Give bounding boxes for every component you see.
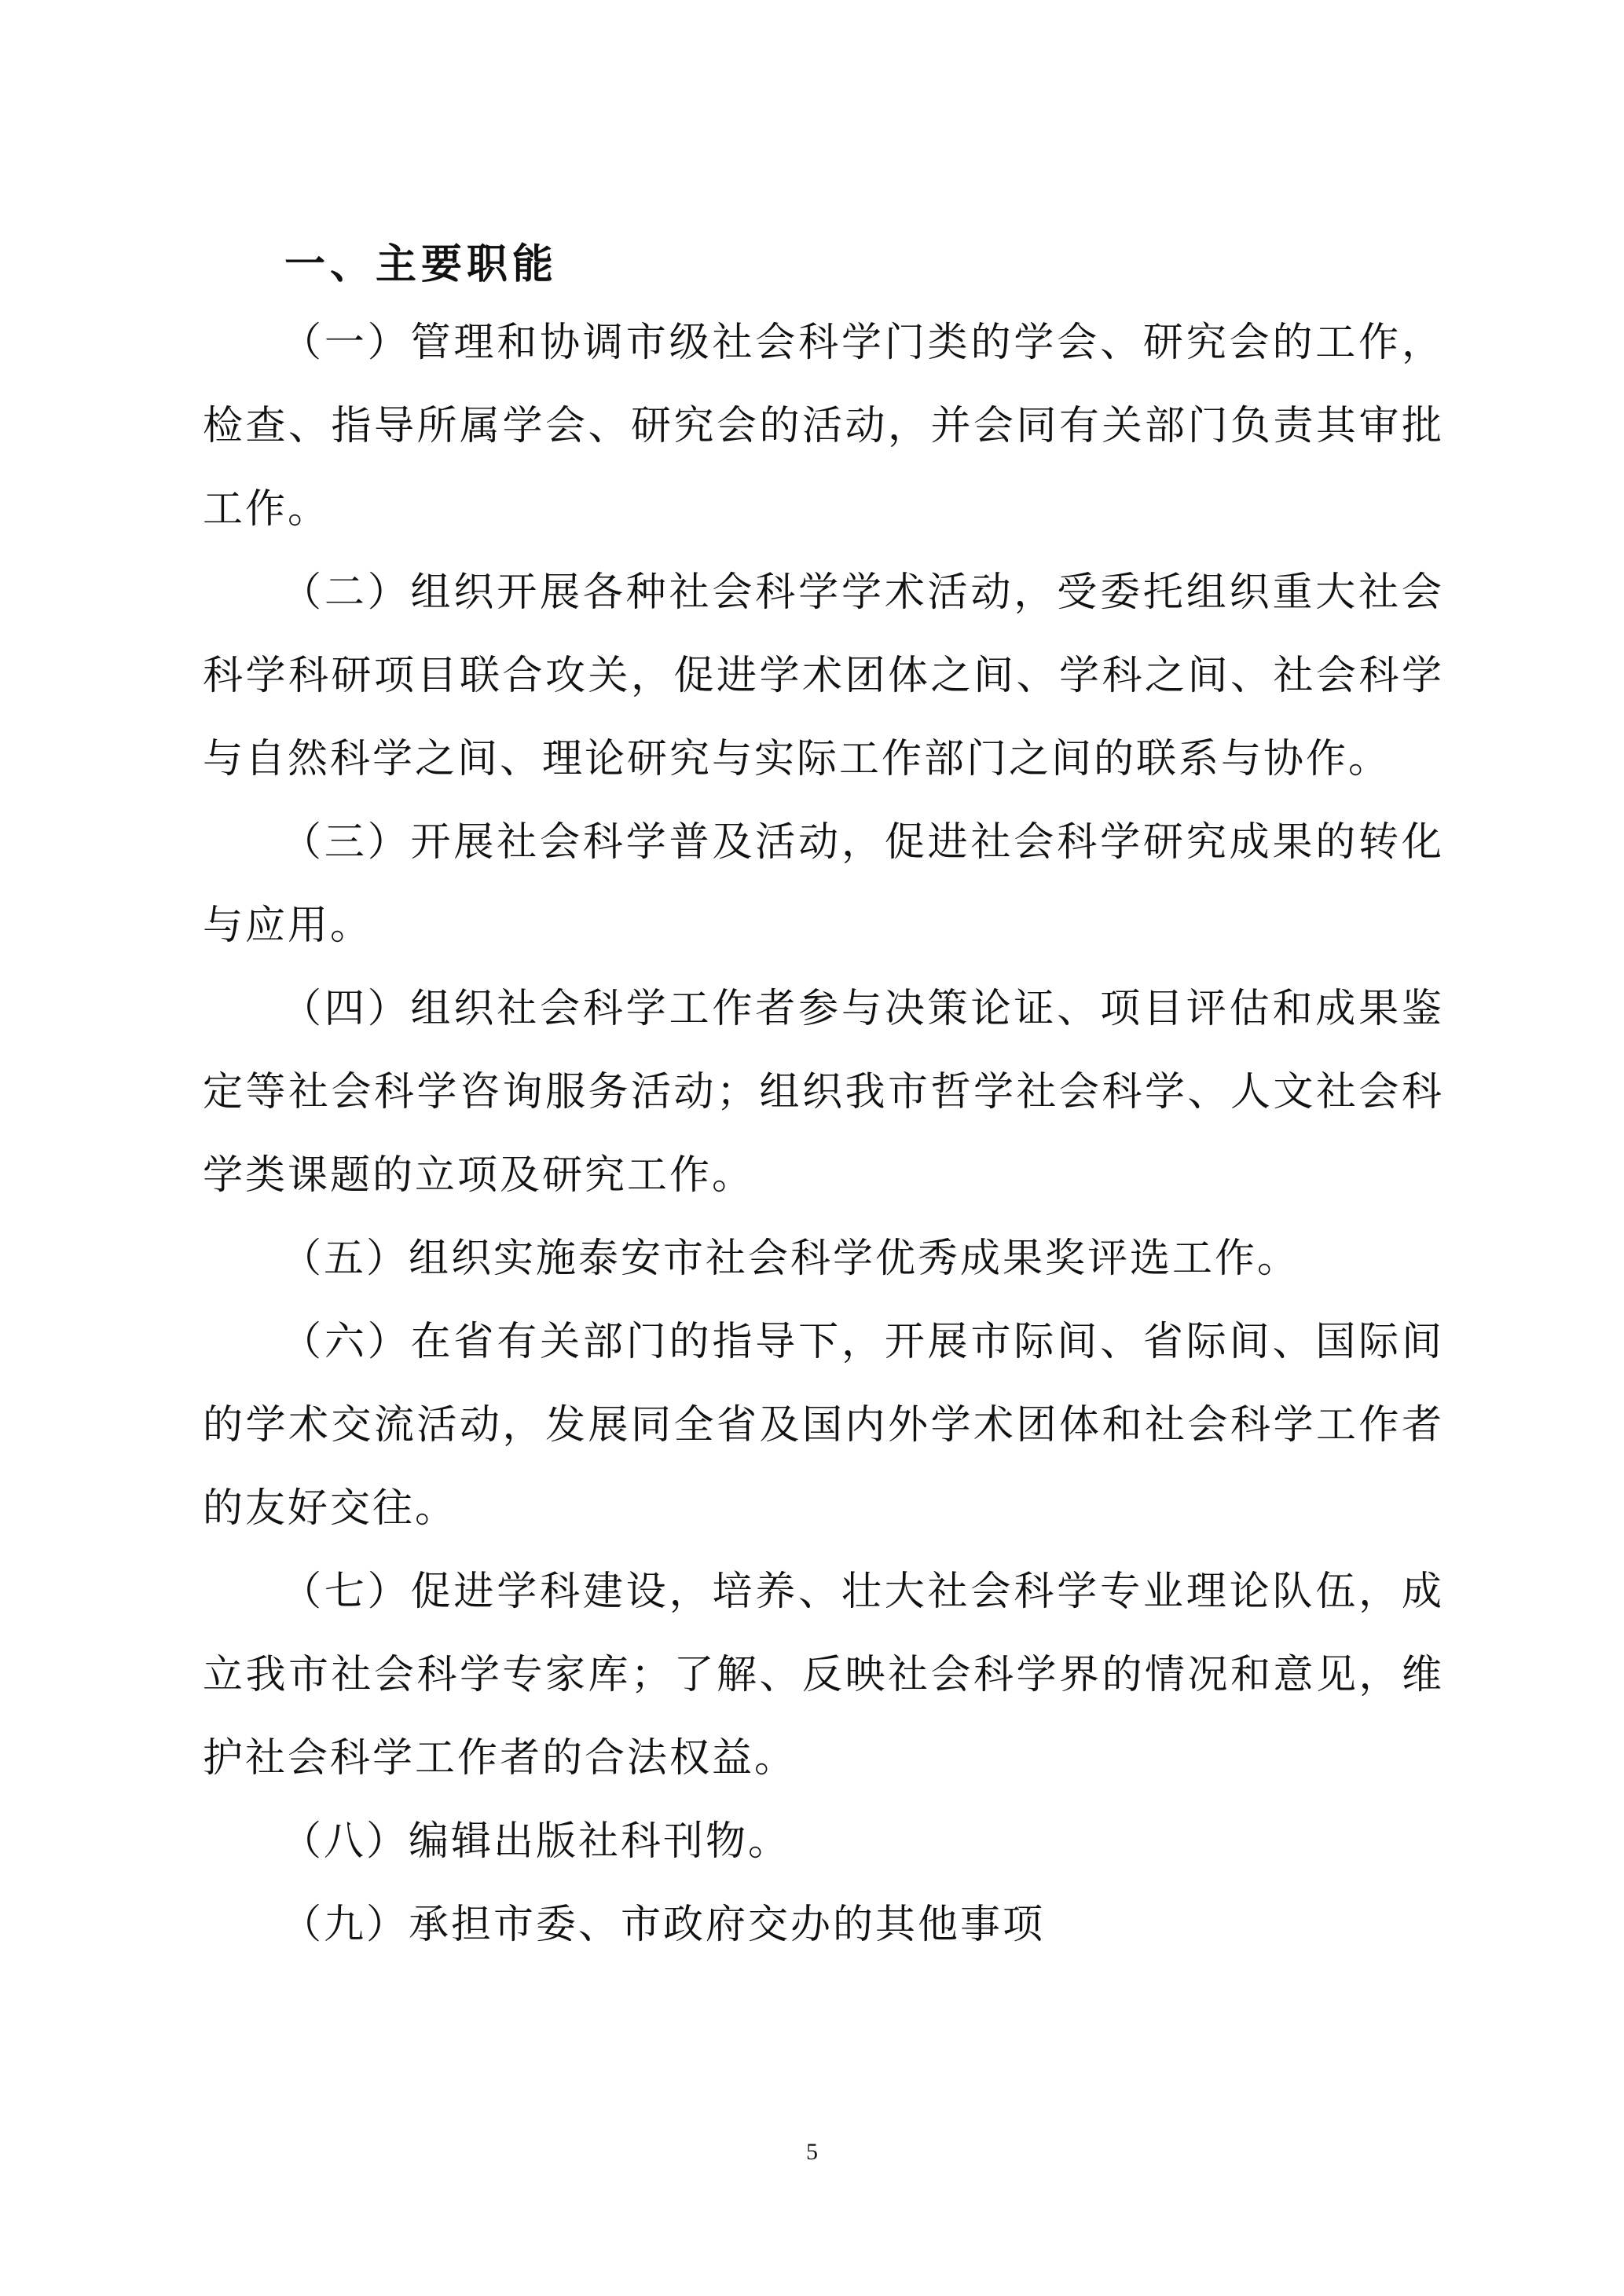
page-number: 5 [806,2139,818,2165]
paragraph-3: （三）开展社会科学普及活动，促进社会科学研究成果的转化与应用。 [203,819,1444,949]
paragraph-1: （一）管理和协调市级社会科学门类的学会、研究会的工作，检查、指导所属学会、研究会的活动，并会同有关部门负责其审批工作。 [203,320,1444,533]
paragraph-9: （九）承担市委、市政府交办的其他事项 [281,1902,1046,1948]
paragraph-2: （二）组织开展各种社会科学学术活动，受委托组织重大社会科学科研项目联合攻关，促进学术团体之间、学科之间、社会科学与自然科学之间、理论研究与实际工作部门之间的联系与协作。 [203,569,1444,782]
section-heading: 一、主要职能 [284,241,559,288]
paragraph-5: （五）组织实施泰安市社会科学优秀成果奖评选工作。 [281,1236,1300,1282]
paragraph-4: （四）组织社会科学工作者参与决策论证、项目评估和成果鉴定等社会科学咨询服务活动；组织我市哲学社会科学、人文社会科学类课题的立项及研究工作。 [203,986,1444,1199]
paragraph-6: （六）在省有关部门的指导下，开展市际间、省际间、国际间的学术交流活动，发展同全省及国内外学术团体和社会科学工作者的友好交往。 [203,1319,1444,1532]
paragraph-8: （八）编辑出版社科刊物。 [281,1818,791,1865]
document-body [203,228,1444,1967]
paragraph-7: （七）促进学科建设，培养、壮大社会科学专业理论队伍，成立我市社会科学专家库；了解、反映社会科学界的情况和意见，维护社会科学工作者的合法权益。 [203,1569,1444,1782]
